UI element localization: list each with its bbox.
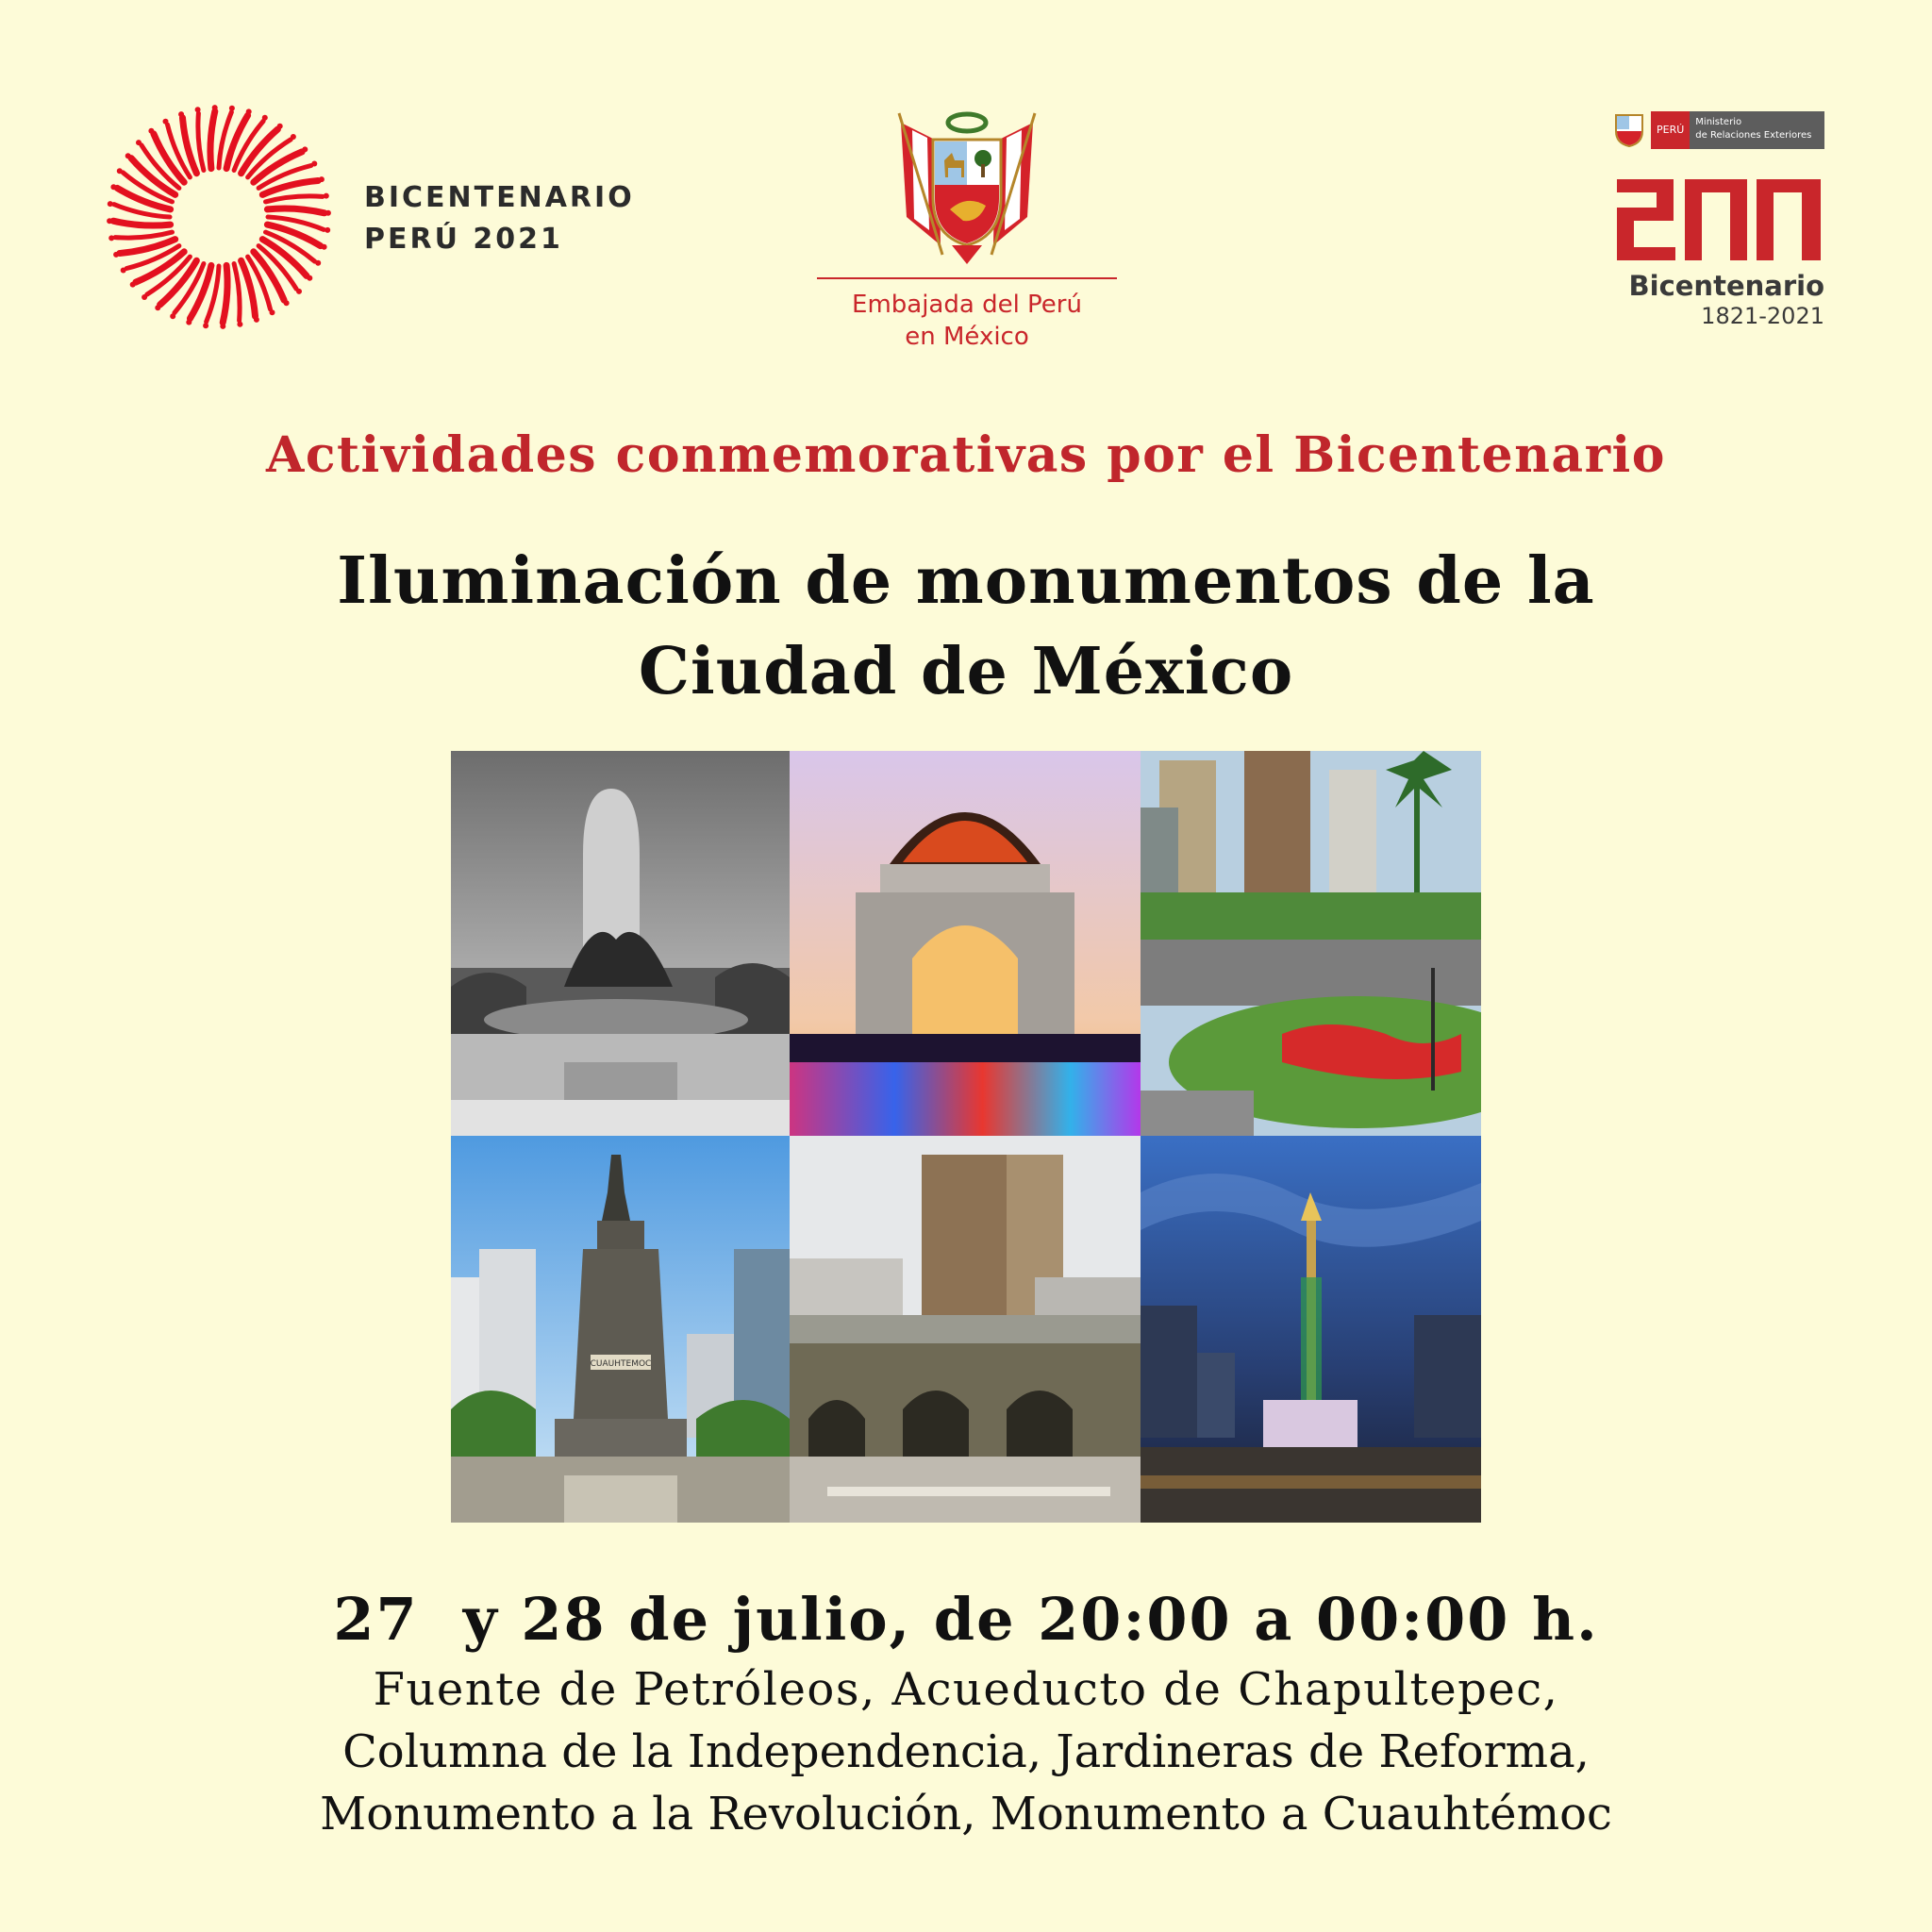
embassy-name-line1: Embajada del Perú xyxy=(852,291,1082,319)
event-title xyxy=(0,536,1932,717)
photo-monumento-a-la-revolucion xyxy=(790,751,1141,1136)
sun-burst-logo-icon xyxy=(106,104,332,330)
embassy-divider xyxy=(817,277,1117,279)
ministry-years: 1821-2021 xyxy=(1701,303,1824,329)
event-venues-line3: Monumento a la Revolución, Monumento a Cuauhtémoc xyxy=(320,1788,1612,1840)
sunburst-dot xyxy=(220,324,225,329)
ministry-name-line1: Ministerio xyxy=(1695,117,1742,127)
sunburst-dot xyxy=(302,146,308,152)
200-logo-icon xyxy=(1613,166,1824,264)
ministry-bicentenario-logo xyxy=(1613,111,1824,330)
peru-shield-icon xyxy=(1613,112,1645,148)
cuauhtemoc-plaque: CUAUHTEMOC xyxy=(590,1359,652,1369)
sunburst-dot xyxy=(108,201,113,207)
embassy-logo xyxy=(811,104,1123,358)
ministry-bicentenario-label: Bicentenario xyxy=(1628,270,1824,302)
sunburst-dot xyxy=(291,134,296,140)
peru-coat-of-arms-icon xyxy=(873,104,1061,272)
sunburst-dot xyxy=(277,124,283,129)
sunburst-dot xyxy=(155,305,160,310)
sunburst-dot xyxy=(170,313,175,319)
event-date-time: 27 y 28 de julio, de 20:00 a 00:00 h. xyxy=(333,1585,1599,1654)
sunburst-dot xyxy=(311,161,317,167)
photo-jardineras-de-reforma xyxy=(1141,751,1481,1136)
sunburst-dot xyxy=(229,106,235,111)
photo-acueducto-de-chapultepec xyxy=(790,1136,1141,1523)
sunburst-dot xyxy=(142,294,147,300)
sunburst-dot xyxy=(186,320,192,325)
sunburst-dot xyxy=(237,322,242,327)
sunburst-ray xyxy=(266,196,323,202)
ministry-country: PERÚ xyxy=(1651,111,1690,149)
ministry-name-line2: de Relaciones Exteriores xyxy=(1695,130,1812,141)
sunburst-dot xyxy=(212,105,218,110)
sunburst-dot xyxy=(319,176,325,182)
sunburst-dot xyxy=(130,282,136,288)
sunburst-dot xyxy=(108,235,114,241)
sunburst-dot xyxy=(270,309,275,315)
event-subtitle: Actividades conmemorativas por el Bicentenario xyxy=(266,426,1666,484)
sunburst-dot xyxy=(325,210,331,216)
sunburst-dot xyxy=(136,140,142,145)
sunburst-dot xyxy=(296,289,302,294)
monuments-photo-grid xyxy=(451,751,1481,1523)
sunburst-dot xyxy=(195,107,201,112)
event-title-line1: Iluminación de monumentos de la xyxy=(337,543,1595,619)
sunburst-dot xyxy=(262,115,268,121)
sunburst-dot xyxy=(246,108,252,114)
sunburst-dot xyxy=(322,244,327,250)
ministry-name xyxy=(1690,111,1824,149)
photo-fuente-de-petroleos xyxy=(451,751,790,1136)
sunburst-ray xyxy=(198,113,204,170)
sunburst-dot xyxy=(203,323,208,328)
sunburst-dot xyxy=(148,128,154,134)
sunburst-dot xyxy=(325,227,330,233)
sunburst-ray xyxy=(113,221,171,225)
sunburst-ray xyxy=(234,264,240,321)
sunburst-ray xyxy=(115,232,172,238)
sunburst-dot xyxy=(107,218,112,224)
sunburst-dot xyxy=(254,317,259,323)
ministry-bar xyxy=(1613,111,1824,149)
sunburst-dot xyxy=(315,260,321,266)
embassy-name-line2: en México xyxy=(905,323,1029,351)
sunburst-ray xyxy=(223,265,227,323)
sunburst-dot xyxy=(284,300,290,306)
sunburst-dot xyxy=(324,193,329,199)
sunburst-ray xyxy=(210,111,215,169)
sunburst-dot xyxy=(163,119,169,125)
photo-columna-de-la-independencia xyxy=(1141,1136,1481,1523)
sunburst-dot xyxy=(125,153,131,158)
photo-monumento-a-cuauhtemoc xyxy=(451,1136,790,1523)
event-title-line2: Ciudad de México xyxy=(638,634,1294,709)
sunburst-dot xyxy=(178,111,184,117)
sunburst-ray xyxy=(267,208,325,213)
sunburst-dot xyxy=(121,268,126,274)
bicentenario-logo-line2: PERÚ 2021 xyxy=(364,223,563,256)
bicentenario-peru-2021-logo xyxy=(106,104,332,330)
bicentenario-logo-line1: BICENTENARIO xyxy=(364,181,635,214)
sunburst-dot xyxy=(307,275,312,281)
sunburst-dot xyxy=(117,168,123,174)
bicentenario-logo-text xyxy=(364,177,635,260)
event-venues-line1: Fuente de Petróleos, Acueducto de Chapultepec, xyxy=(373,1663,1559,1716)
sunburst-dot xyxy=(110,184,116,190)
event-venues-line2: Columna de la Independencia, Jardineras de Reforma, xyxy=(342,1725,1590,1778)
sunburst-dot xyxy=(113,252,119,258)
